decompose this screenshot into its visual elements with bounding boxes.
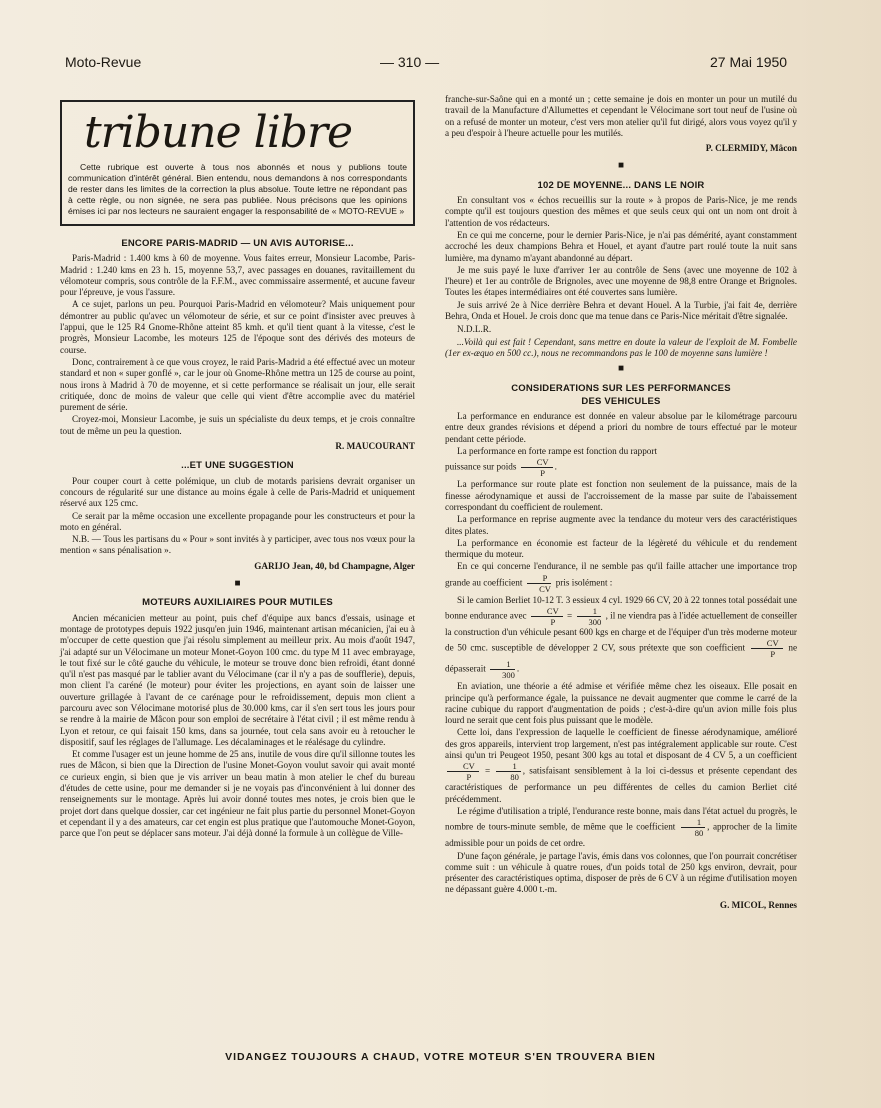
- text: puissance sur poids: [445, 461, 517, 472]
- paragraph: En ce qui me concerne, pour le dernier Paris-Nice, je n'ai pas démérité, ayant constamment accroché les deux champions Behra et Houel, et ayant d'autre part roulé toute la nuit sans lumière, ma dynamo m'ayant abandonné au départ.: [445, 229, 797, 263]
- editor-note: ...Voilà qui est fait ! Cependant, sans mettre en doute la valeur de l'exploit de M. Fombelle (1er ex-æquo en 500 cc.), nous ne recommandons pas le 100 de moyenne sans lumière !: [445, 336, 797, 358]
- paragraph: D'une façon générale, je partage l'avis, émis dans vos colonnes, que l'on pourrait concrétiser comme suit : un véhicule à quatre roues, d'un poids total de 250 kgs environ, devrait, pour présenter des caractéristiques optima, disposer de près de 6 CV à un régime d'utilisation moyen ne dépassant guère 4.000 t.-m.: [445, 850, 797, 895]
- paragraph: La performance en endurance est donnée en valeur absolue par le kilométrage parcouru entre deux grandes révisions et dépend a priori du nombre de tours effectué par le moteur pendant cette période.: [445, 411, 797, 444]
- separator-bullet: ■: [234, 578, 241, 590]
- article-title: 102 DE MOYENNE... DANS LE NOIR: [537, 179, 705, 191]
- text: Si le camion Berliet 10-12 T. 3 essieux 4 cyl. 1929 66 CV, 20 à 22 tonnes total possédait une bonne endurance avec: [445, 594, 797, 621]
- issue-date: 27 Mai 1950: [710, 54, 788, 70]
- section-title: tribune libre: [84, 107, 353, 158]
- paragraph: La performance en économie est facteur de la légèreté du véhicule et du rendement thermique du moteur.: [445, 537, 797, 560]
- text: Le régime d'utilisation a triplé, l'endurance reste bonne, mais dans l'état actuel du progrès, le nombre de tours-minute semble, de même que le coefficient: [445, 805, 797, 832]
- paragraph: Je suis arrivé 2e à Nice derrière Behra et devant Houel. A la Turbie, j'ai fait 4e, derrière Behra, Onda et Houel. Je crois donc que ma tenue dans ce Paris-Nice méritait d'être signalée.: [445, 299, 797, 322]
- fraction-cv-p: $\frac{CV}{P}$: [447, 761, 479, 782]
- article-title: MOTEURS AUXILIAIRES POUR MUTILES: [142, 597, 333, 609]
- signature: R. MAUCOURANT: [335, 441, 415, 452]
- paragraph: A ce sujet, parlons un peu. Pourquoi Paris-Madrid en vélomoteur? Mais uniquement pour démontrer au public qu'avec un vélomoteur de série, et sur ce point d'insister avec preuves à l'appui, que le 125 R4 Gnome-Rhône atteint 85 kmh. et qu'il tient quant à la vitesse, c'est le progrès, Monsieur Lacombe, les moteurs 125 de l'époque sont des dérivés des moteurs de course.: [60, 299, 415, 355]
- fraction-1-80: $\frac{1}{80}$: [681, 817, 705, 838]
- separator-bullet: ■: [617, 160, 625, 172]
- paragraph: [445, 561, 797, 593]
- paragraph: N.B. — Tous les partisans du « Pour » sont invités à y participer, avec tous nos vœux pour la mention « sans pénalisation ».: [60, 534, 415, 556]
- paragraph: Ancien mécanicien metteur au point, puis chef d'équipe aux bancs d'essais, usinage et montage de prototypes depuis 1922 jusqu'en juin 1946, maintenant artisan mécanicien, j'ai eu à m'occuper de cette question que j'ai résolu simplement au meilleur prix. Au mois d'août 1947, j'ai adapté sur un Vélocimane un moteur Monet-Goyon 100 cmc. du type M 11 avec embrayage, le tout fixé sur le côté gauche du véhicule, le moteur se trouve donc bien refroidi, étant donné qu'il n'est pas masqué par le tablier avant du Vélocimane (car il n'y a pas de soufflerie), depuis, mon client l'a caréné (le moteur) pour éviter les projections, en ayant soin de laisser une ouverture grillagée à l'avant de ce carénage pour le refroidissement, depuis mon client a parcouru avec son Vélocimane motorisé plus de 30.000 kms, car il s'en sert tous les jours pour se rendre à la mairie de Mâcon pour son emploi de secrétaire à l'état civil ; il est même rendu à Lyon et retour, ce qui faisait 150 kms, dans sa journée, tout cela sans avoir eu à retoucher le dispositif, sauf les réglages de l'allumage. Les décalaminages et le réalésage du cylindre.: [60, 612, 415, 747]
- article-title: ...ET UNE SUGGESTION: [181, 460, 294, 472]
- fraction-1-300: $\frac{1}{300}$: [577, 606, 602, 627]
- text: , approcher de la limite admissible pour un poids de cet ordre.: [445, 821, 798, 849]
- left-column: [60, 100, 415, 841]
- fraction-cv-p: $\frac{CV}{P}$: [521, 457, 553, 478]
- fraction-p-cv: $\frac{P}{CV}$: [527, 573, 552, 594]
- text: pris isolément :: [555, 577, 613, 588]
- paragraph: Pour couper court à cette polémique, un club de motards parisiens devrait organiser un concours de régularité sur une distance au moins égale à celle de Paris-Madrid et uniquement réservé aux 125 cmc.: [60, 475, 415, 509]
- page-number: — 310 —: [380, 54, 440, 70]
- magazine-name: Moto-Revue: [65, 54, 142, 70]
- right-column: [445, 94, 797, 917]
- signature: P. CLERMIDY, Mâcon: [705, 143, 797, 154]
- signature: G. MICOL, Rennes: [719, 899, 797, 910]
- separator-bullet: ■: [617, 363, 625, 375]
- text: , il ne viendra pas à l'idée actuellement de conseiller la construction d'un véhicule pesant 600 kgs en charge et de l'équiper d'un très moderne moteur de 50 cmc. susceptible de développer 2 CV, sous prétexte que son coefficient: [445, 610, 798, 653]
- text: satisfaisant sensiblement à la loi ci-dessus et présente cependant des caractéristiques de performance un peu différentes de celles du camion Berliet cité précédemment.: [445, 765, 798, 804]
- signature: GARIJO Jean, 40, bd Champagne, Alger: [254, 560, 415, 571]
- paragraph: Paris-Madrid : 1.400 kms à 60 de moyenne. Vous faites erreur, Monsieur Lacombe, Paris-Madrid : 1.240 kms en 23 h. 15, moyenne 53,7, avec passages en douanes, ravitaillement du vélomoteur compris, sous contrôle de la F.F.M., avec commissaire assermenté, et aucune faveur pour l'épreuve, je vous l'assure.: [60, 253, 415, 298]
- paragraph: En aviation, une théorie a été admise et vérifiée même chez les oiseaux. Elle posait en principe qu'à performance égale, la puissance ne devait augmenter que comme le carré de la racine cubique du rapport d'augmentation de poids ; c'est-à-dire qu'un avion mille fois plus lourd ne serait que cent fois plus puissant que le modèle.: [445, 681, 797, 726]
- text: Cette loi, dans l'expression de laquelle le coefficient de finesse aérodynamique, amélioré des gros appareils, intervient trop largement, n'est pas intégralement applicable sur route. C'est ainsi qu'un tri Peugeot 1950, pesant 300 kgs au total et disposant de 4 CV 5, a un coefficient: [445, 727, 797, 761]
- paragraph: Et comme l'usager est un jeune homme de 25 ans, inutile de vous dire qu'il sillonne toutes les rues de Mâcon, si bien que la Direction de l'usine Monet-Goyon voulut savoir qui avait monté ce curieux engin, si bien que je vis arriver un beau matin à mon atelier le chef du bureau d'études de cette usine, pour me demander si je ne voyais pas d'inconvénient à lui donner des renseignements sur le montage. Après lui avoir donné toutes mes notes, je crois bien que le projet dort dans quelque dossier, car cet ingénieur ne fait plus partie du personnel Monet-Goyon et cependant il y a des amateurs, car cet engin est plus pratique que l'automouche Monet-Goyon, parce que l'on peut se déplacer sans moteur. J'ai déjà donné la formule à un collègue de Ville-: [60, 749, 415, 839]
- paragraph: La performance en reprise augmente avec la tendance du moteur vers des caractéristiques dites plates.: [445, 514, 797, 536]
- article-subtitle: DES VEHICULES: [581, 395, 661, 407]
- footer-slogan: VIDANGEZ TOUJOURS A CHAUD, VOTRE MOTEUR S'EN TROUVERA BIEN: [225, 1051, 656, 1063]
- paragraph: La performance sur route plate est fonction non seulement de la puissance, mais de la finesse aérodynamique et aussi de l'accroissement de la masse par suite de l'abaissement correspondant du coefficient de roulement.: [445, 479, 797, 512]
- paragraph: Si le camion Berliet 10-12 T. 3 essieux 4 cyl. 1929 66 CV, 20 à 22 tonnes total possédait une bonne endurance avec $\frac{CV}{P}$ = $\frac{1}{300}$ , il ne viendra pas à l'idée actuellement de conseiller la construction d'un véhicule pesant 600 kgs en charge et de l'équiper d'un très moderne moteur de 50 cmc. susceptible de développer 2 CV, sous prétexte que son coefficient $\frac{CV}{P}$ ne dépasserait $\frac{1}{300}$ .: [445, 594, 798, 681]
- paragraph: Donc, contrairement à ce que vous croyez, le raid Paris-Madrid a été effectué avec un moteur standard et non « super gonflé », car le jour où Gnome-Rhône mettra un 125 de course au point, nous irons à Madrid à 70 de moyenne, et si cette performance se réalisait un jour, elle serait critiquée, donc de moins de valeur que celle qui vient d'être accomplie avec du matériel purement de série.: [60, 356, 415, 413]
- article-title: CONSIDERATIONS SUR LES PERFORMANCES: [511, 382, 731, 394]
- ndlr-label: N.D.L.R.: [457, 324, 492, 335]
- paragraph: franche-sur-Saône qui en a monté un ; cette semaine je dois en monter un pour un mutilé du travail de la Manufacture d'Allumettes et cependant le Vélocimane sort tout neuf de l'usine où on a refusé de monter un moteur, c'est vers mon atelier qu'il fut dirigé, alors vous voyez qu'il y a peu d'espoir à l'heure actuelle pour les mutilés.: [445, 94, 797, 138]
- paragraph: [445, 806, 797, 850]
- text: La performance en forte rampe est fonction du rapport: [457, 446, 657, 457]
- text: En ce qui concerne l'endurance, il ne semble pas qu'il faille attacher une importance trop grande au coefficient: [445, 561, 797, 588]
- fraction-1-300: $\frac{1}{300}$: [490, 659, 515, 680]
- fraction-1-80: $\frac{1}{80}$: [496, 761, 520, 782]
- paragraph: En consultant vos « échos recueillis sur la route » à propos de Paris-Nice, je me rends compte qu'il est toujours question des mêmes et que seuls ceux qui ont un nom ont droit à l'attention de vos rédacteurs.: [445, 195, 797, 228]
- paragraph: La performance en forte rampe est fonction du rapport puissance sur poids $\frac{CV}{P}$ .: [445, 446, 657, 479]
- text: ne dépasserait: [445, 642, 798, 674]
- paragraph: Je me suis payé le luxe d'arriver 1er au contrôle de Sens (avec une moyenne de 102 à l'heure) et 1er au contrôle de Brignoles, avec une moyenne de 98,8 entre Orange et Brignoles. Toutes les étapes intermédiaires ont été couvertes sans lumière.: [445, 264, 797, 298]
- box-text: Cette rubrique est ouverte à tous nos abonnés et nous y publions toute communication d'intérêt général. Bien entendu, nous demandons à nos correspondants de rester dans les limites de la correction la plus absolue. Toute lettre ne répondant pas à cette règle, ou non signée, ne sera pas publiée. Nous précisons que les opinions émises ici par nos lecteurs ne sauraient engager la responsabilité de « MOTO-REVUE »: [68, 162, 407, 216]
- paragraph: Ce serait par la même occasion une excellente propagande pour les constructeurs et pour la moto en général.: [60, 510, 415, 532]
- paragraph: Croyez-moi, Monsieur Lacombe, je suis un spécialiste du deux temps, et je crois connaître tout de même un peu la question.: [60, 414, 415, 436]
- fraction-cv-p: $\frac{CV}{P}$: [751, 638, 783, 659]
- fraction-cv-p: $\frac{CV}{P}$: [531, 606, 563, 627]
- article-title: ENCORE PARIS-MADRID — UN AVIS AUTORISE...: [121, 238, 354, 249]
- tribune-libre-box: [60, 100, 415, 226]
- paragraph: Cette loi, dans l'expression de laquelle le coefficient de finesse aérodynamique, amélioré des gros appareils, intervient trop largement, n'est pas intégralement applicable sur route. C'est ainsi qu'un tri Peugeot 1950, pesant 300 kgs au total et disposant de 4 CV 5, a un coefficient $\frac{CV}{P}$ = $\frac{1}{80}$ , satisfaisant sensiblement à la loi ci-dessus et présente cependant des caractéristiques de performance un peu différentes de celles du camion Berliet cité précédemment.: [445, 727, 798, 804]
